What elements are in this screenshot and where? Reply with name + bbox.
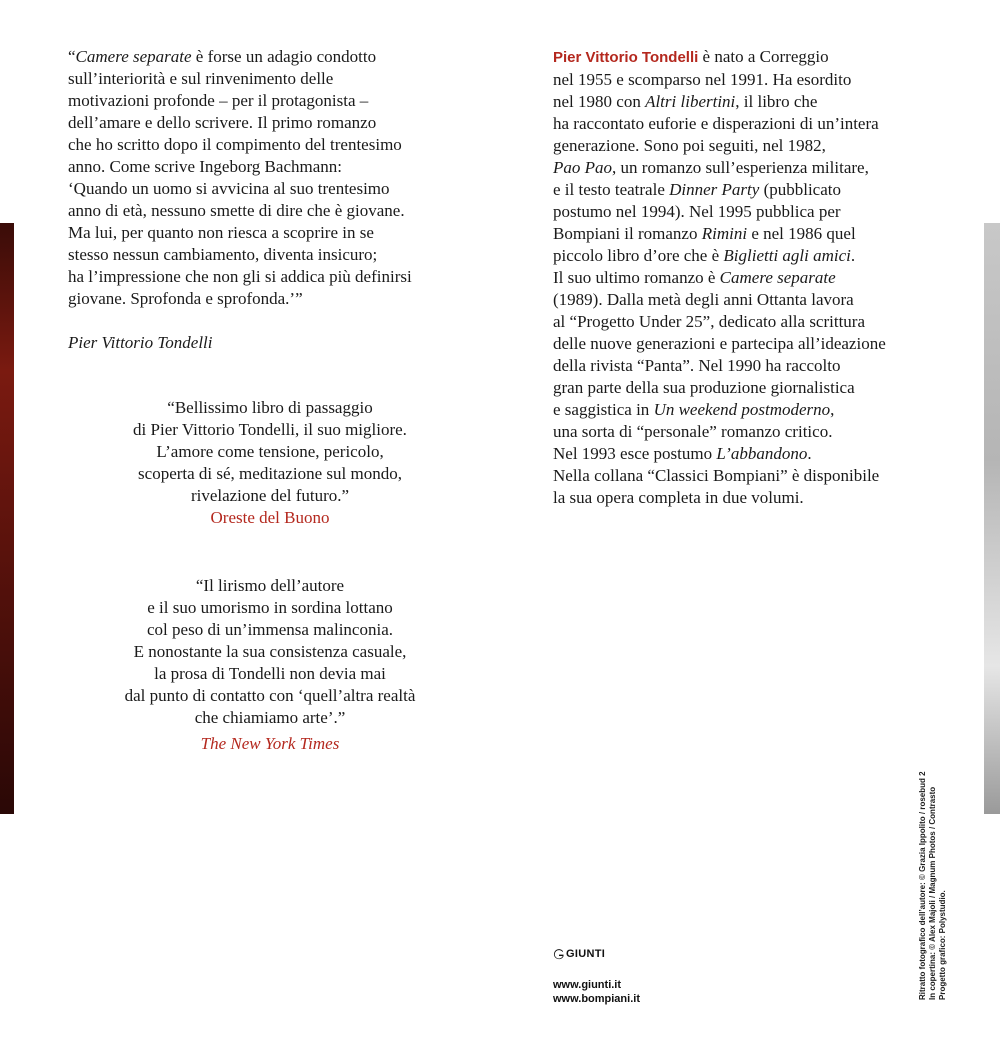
author-biography	[553, 46, 973, 509]
credit-line: In copertina: © Alex Majoli / Magnum Photos / Contrasto	[928, 786, 937, 1000]
review-line: rivelazione del futuro.”	[190, 486, 350, 505]
quote-line: anno di età, nessuno smette di dire che è giovane.	[68, 201, 405, 220]
author-name: Pier Vittorio Tondelli	[553, 49, 699, 66]
giunti-logo	[553, 948, 640, 960]
quote-line: “Camere separate è forse un adagio condotto	[68, 47, 377, 66]
quote-line: stesso nessun cambiamento, diventa insicuro;	[68, 245, 378, 264]
review-line: col peso di un’immensa malinconia.	[147, 620, 393, 639]
bio-line: gran parte della sua produzione giornalistica	[553, 378, 855, 397]
quote-line: giovane. Sprofonda e sprofonda.’”	[68, 289, 303, 308]
quote-line: motivazioni profonde – per il protagonista –	[68, 91, 369, 110]
quote-line: dell’amare e dello scrivere. Il primo romanzo	[68, 113, 377, 132]
quote-attribution: Pier Vittorio Tondelli	[68, 333, 213, 352]
bio-line: e saggistica in Un weekend postmoderno,	[553, 400, 835, 419]
credit-line: Ritratto fotografico dell’autore: © Grazia Ippolito / rosebud 2	[918, 771, 927, 1000]
bio-line: (1989). Dalla metà degli anni Ottanta lavora	[553, 290, 854, 309]
bio-line: e il testo teatrale Dinner Party (pubblicato	[553, 180, 841, 199]
review-line: e il suo umorismo in sordina lottano	[147, 598, 393, 617]
bio-line: una sorta di “personale” romanzo critico.	[553, 422, 833, 441]
review-line: scoperta di sé, meditazione sul mondo,	[138, 464, 402, 483]
bio-line: nel 1980 con Altri libertini, il libro che	[553, 92, 818, 111]
quote-line: ‘Quando un uomo si avvicina al suo trentesimo	[68, 179, 390, 198]
bio-line: Il suo ultimo romanzo è Camere separate	[553, 268, 836, 287]
publisher-url-bompiani[interactable]: www.bompiani.it	[553, 993, 640, 1005]
giunti-logo-text: GIUNTI	[566, 948, 606, 960]
bio-line: nel 1955 e scomparso nel 1991. Ha esordito	[553, 70, 852, 89]
review-line: la prosa di Tondelli non devia mai	[154, 664, 386, 683]
bio-line: la sua opera completa in due volumi.	[553, 488, 804, 507]
bio-line: Pao Pao, un romanzo sull’esperienza militare,	[553, 158, 869, 177]
review-line: di Pier Vittorio Tondelli, il suo migliore.	[133, 420, 407, 439]
author-quote	[68, 46, 468, 354]
review-oreste-del-buono	[60, 397, 480, 529]
quote-line: che ho scritto dopo il compimento del trentesimo	[68, 135, 402, 154]
publisher-block	[553, 948, 640, 1006]
bio-line: Nel 1993 esce postumo L’abbandono.	[553, 444, 812, 463]
quote-line: Ma lui, per quanto non riesca a scoprire in se	[68, 223, 374, 242]
bio-line: generazione. Sono poi seguiti, nel 1982,	[553, 136, 826, 155]
review-line: dal punto di contatto con ‘quell’altra realtà	[124, 686, 416, 705]
review-line: che chiamiamo arte’.”	[194, 708, 346, 727]
quote-line: ha l’impressione che non gli si addica più definirsi	[68, 267, 412, 286]
publisher-url-giunti[interactable]: www.giunti.it	[553, 979, 622, 991]
review-source: The New York Times	[200, 734, 340, 753]
quote-line: sull’interiorità e sul rinvenimento delle	[68, 69, 334, 88]
bio-line: ha raccontato euforie e disperazioni di un’intera	[553, 114, 879, 133]
cover-photo-strip-right	[984, 223, 1000, 814]
review-line: “Il lirismo dell’autore	[195, 576, 345, 595]
review-line: E nonostante la sua consistenza casuale,	[133, 642, 407, 661]
quote-line: anno. Come scrive Ingeborg Bachmann:	[68, 157, 342, 176]
bio-line: Nella collana “Classici Bompiani” è disponibile	[553, 466, 880, 485]
review-new-york-times	[60, 575, 480, 755]
bio-line: della rivista “Panta”. Nel 1990 ha raccolto	[553, 356, 841, 375]
bio-line: al “Progetto Under 25”, dedicato alla scrittura	[553, 312, 866, 331]
review-source: Oreste del Buono	[210, 508, 330, 527]
bio-line: delle nuove generazioni e partecipa all’ideazione	[553, 334, 886, 353]
credit-line: Progetto grafico: Polystudio.	[938, 890, 947, 1000]
cover-photo-strip-left	[0, 223, 14, 814]
review-line: L’amore come tensione, pericolo,	[156, 442, 384, 461]
bio-line: Bompiani il romanzo Rimini e nel 1986 quel	[553, 224, 856, 243]
giunti-mark-icon	[553, 949, 564, 960]
photo-credits	[918, 771, 948, 1000]
bio-line: Pier Vittorio Tondelli è nato a Correggio	[553, 47, 829, 66]
bio-line: postumo nel 1994). Nel 1995 pubblica per	[553, 202, 841, 221]
bio-line: piccolo libro d’ore che è Biglietti agli amici.	[553, 246, 856, 265]
review-line: “Bellissimo libro di passaggio	[167, 398, 373, 417]
